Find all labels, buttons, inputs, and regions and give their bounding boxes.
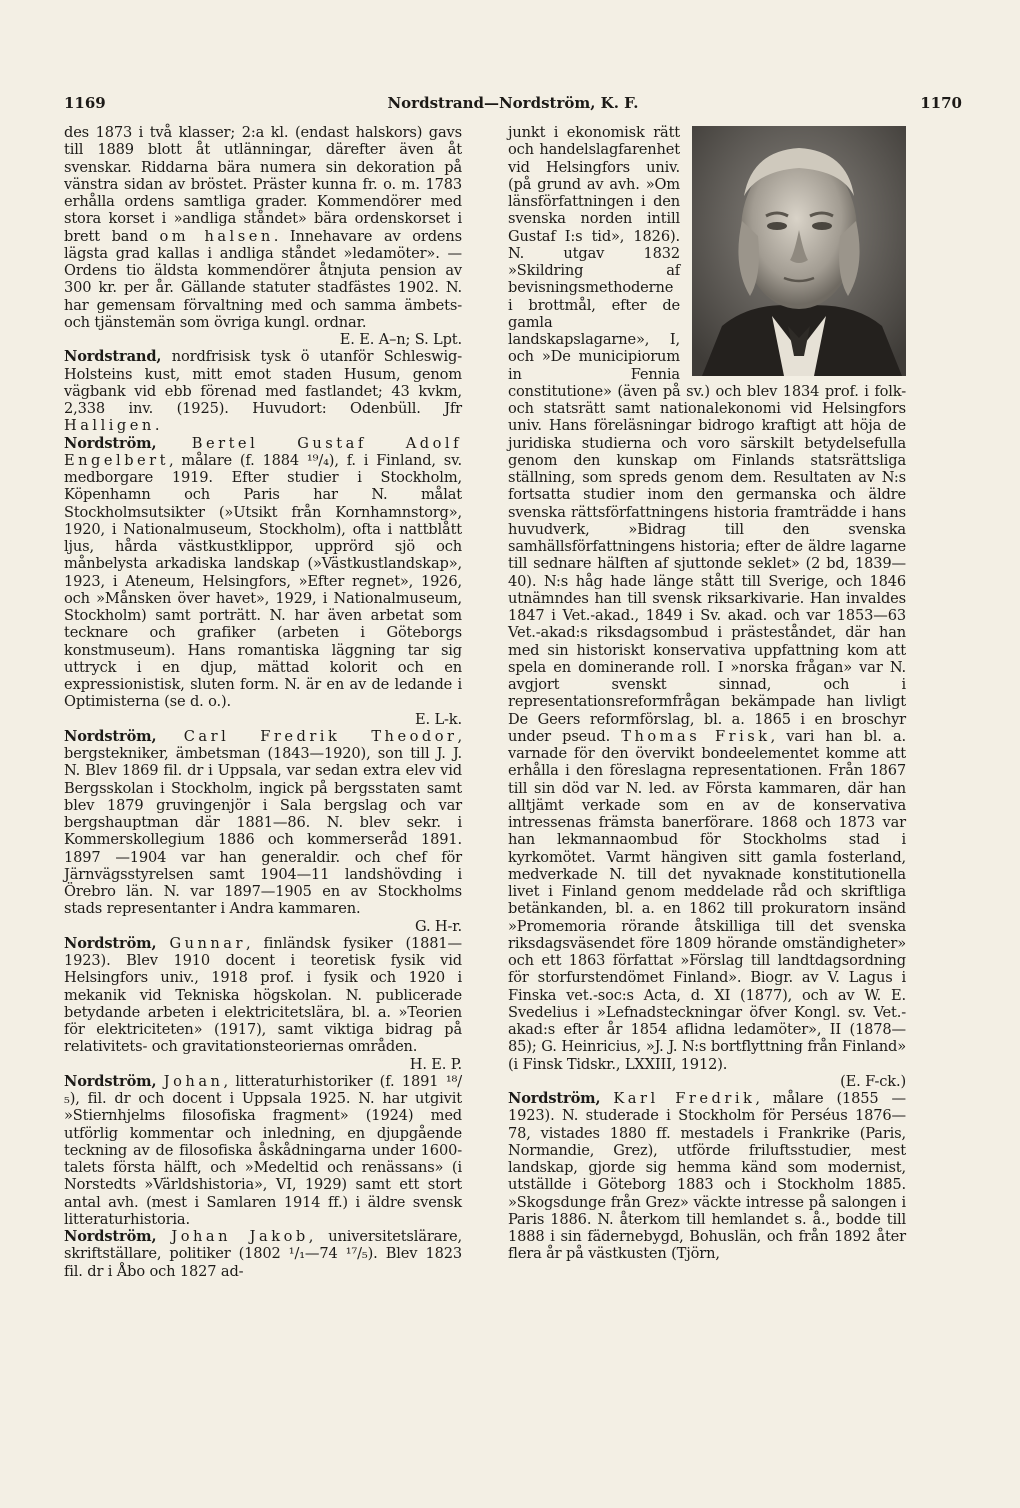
author-signature: E. E. A–n; S. Lpt. (339, 331, 462, 348)
entry-johan-jakob-nordstrom: Nordström, Johan Jakob, universitetslärare, skriftställare, politiker (1802 ¹/₁—74 ¹⁷/₅). Blev 1823 fil. dr i Åbo och 1827 ad- (64, 1228, 462, 1280)
entry-carl-nordstrom: Nordström, Carl Fredrik Theodor, bergstekniker, ämbetsman (1843—1920), son till J. J. N. Blev 1869 fil. dr i Uppsala, var sedan extra elev vid Bergsskolan i Stockholm, ingick på bergsstaten samt blev 1879 gruvingenjör i Sala bergslag och var bergshauptman där 1881—86. N. blev sekr. i Kommerskollegium 1886 och kommerseråd 1891. 1897 —1904 var han generaldir. och chef för Järnvägsstyrelsen samt 1904—11 landshövding i Örebro län. N. var 1897—1905 en av Stockholms stads representanter i Andra kammaren. G. H-r. (64, 727, 462, 935)
author-signature: E. L-k. (415, 710, 462, 728)
page-number-left: 1169 (64, 94, 106, 112)
entry-johan-jakob-continued: junkt i ekonomisk rätt och handelslagfarenhet vid Helsingfors univ. (på grund av avh. »Om länsförfattningen i den svenska norden intill Gustaf I:s tid», 1826). N. utgav 1832 »Skildring af bevisningsmethoderne i brottmål, efter de gamla landskapslagarne», I, och »De municipiorum in Fennia constitutione» (även på sv.) och blev 1834 prof. i folk- och statsrätt samt nationalekonomi vid Helsingfors univ. Hans föreläsningar bidrogo kraftigt att höja de juridiska studierna och voro särskilt betydelsefulla genom den kunskap om Finlands statsrättsliga ställning, som spreds genom dem. Resultaten av N:s fortsatta studier inom den germanska och äldre svenska rättsförfattningens historia framträdde i hans huvudverk, »Bidrag till den svenska samhällsförfattningens historia; efter de äldre lagarne till sednare hälften af sjuttonde seklet» (2 bd, 1839—40). N:s håg hade länge stått till Sverige, och 1846 utnämndes han till svensk riksarkivarie. Han invaldes 1847 i Vet.-akad., 1849 i Sv. akad. och var 1853—63 Vet.-akad:s riksdagsombud i prästeståndet, där han med sin historiskt konservativa uppfattning kom att spela en dominerande roll. I »norska frågan» var N. avgjort svenskt sinnad, och i representationsreformfrågan bekämpade han livligt De Geers reformförslag, bl. a. 1865 i en broschyr under pseud. Thomas Frisk, vari han bl. a. varnade för den övervikt bondeelementet komme att erhålla i den föreslagna representationen. Från 1867 till sin död var N. led. av Första kammaren, där han alltjämt verkade som en av de konservativa intressenas främsta banerförare. 1868 och 1873 var han lekmannaombud för Stockholms stad i kyrkomötet. Varmt hängiven sitt gamla fosterland, medverkade N. till det nyvaknade konstitutionella livet i Finland genom meddelade råd och skriftliga betänkanden, bl. a. en 1862 till prokuratorn insänd »Promemoria rörande åtskilliga till det svenska riksdagsväsendet före 1809 hörande omständigheter» och ett 1863 författat »Förslag till landtdagsordning för storfurstendömet Finland». Biogr. av V. Lagus i Finska vet.-soc:s Acta, d. XI (1877), och av W. E. Svedelius i »Lefnadsteckningar öfver Kongl. sv. Vet.-akad:s efter år 1854 aflidna ledamöter», II (1878—85); G. Heinricius, »J. J. N:s bortflyttning från Finland» (i Finsk Tidskr., LXXIII, 1912). (E. F-ck.) (508, 124, 906, 1090)
right-column (508, 124, 906, 1263)
entry-bertel-nordstrom: Nordström, Bertel Gustaf Adolf Engelbert, målare (f. 1884 ¹⁹/₄), f. i Finland, sv. medborgare 1919. Efter studier i Stockholm, Köpenhamn och Paris har N. målat Stockholmsutsikter (»Utsikt från Kornhamnstorg», 1920, i Nationalmuseum, Stockholm), ofta i nattblått ljus, hårda västkustklippor, upprörd sjö och månbelysta arkadiska landskap (»Västkustlandskap», 1923, i Ateneum, Helsingfors, »Efter regnet», 1926, och »Månsken över havet», 1929, i Nationalmuseum, Stockholm) samt porträtt. N. har även arbetat som tecknare och grafiker (arbeten i Göteborgs konstmuseum). Hans romantiska läggning tar sig uttryck i en djup, mättad kolorit och en expressionistisk, sluten form. N. är en av de ledande i Optimisterna (se d. o.). E. L-k. (64, 434, 462, 728)
page-number-right: 1170 (920, 94, 962, 112)
running-header (64, 94, 962, 118)
entry-johan-nordstrom: Nordström, Johan, litteraturhistoriker (f. 1891 ¹⁸/₅), fil. dr och docent i Uppsala 1925. N. har utgivit »Stiernhjelms filosofiska fragment» (1924) med utförlig kommentar och inledning, en djupgående teckning av de filosofiska åskådningarna under 1600-talets första hälft, och »Medeltid och renässans» (i Norstedts »Världshistoria», VI, 1929) samt ett stort antal avh. (mest i Samlaren 1914 ff.) i äldre svensk litteraturhistoria. (64, 1072, 462, 1228)
left-column (64, 124, 462, 1280)
header-title: Nordstrand—Nordström, K. F. (387, 94, 639, 112)
entry-continuation: des 1873 i två klasser; 2:a kl. (endast halskors) gavs till 1889 blott åt utlänningar, därefter även åt svenskar. Riddarna bära numera sin dekoration på vänstra sidan av bröstet. Präster kunna fr. o. m. 1783 erhålla ordens samtliga grader. Kommendörer med stora korset i »andliga ståndet» bära ordenskorset i brett band om halsen. Innehavare av ordens lägsta grad kallas i andliga ståndet »ledamöter». — Ordens tio äldsta kommendörer åtnjuta pension av 300 kr. per år. Gällande statuter stadfästes 1902. N. har gemensam förvaltning med och samma ämbets- och tjänstemän som övriga kungl. ordnar. E. E. A–n; S. Lpt. (64, 124, 462, 348)
author-signature: (E. F-ck.) (840, 1072, 906, 1090)
entry-gunnar-nordstrom: Nordström, Gunnar, finländsk fysiker (1881—1923). Blev 1910 docent i teoretisk fysik vid Helsingfors univ., 1918 prof. i fysik och 1920 i mekanik vid Tekniska högskolan. N. publicerade betydande arbeten i elektricitetslära, bl. a. »Teorien för elektriciteten» (1917), samt viktiga bidrag på relativitets- och gravitationsteoriernas områden. H. E. P. (64, 934, 462, 1073)
author-signature: H. E. P. (409, 1055, 462, 1073)
portrait-engraving (692, 126, 906, 376)
entry-nordstrand: Nordstrand, nordfrisisk tysk ö utanför Schleswig-Holsteins kust, mitt emot staden Husum, genom vägbank vid ebb förenad med fastlandet; 43 kvkm, 2,338 inv. (1925). Huvudort: Odenbüll. Jfr Halligen. (64, 348, 462, 435)
author-signature: G. H-r. (414, 917, 462, 935)
entry-karl-fredrik-nordstrom: Nordström, Karl Fredrik, målare (1855 —1923). N. studerade i Stockholm för Perséus 1876—78, vistades 1880 ff. mestadels i Frankrike (Paris, Normandie, Grez), utförde friluftsstudier, mest landskap, gjorde sig hemma känd som modernist, utställde i Göteborg 1883 och i Stockholm 1885. »Skogsdunge från Grez» väckte intresse på salongen i Paris 1886. N. återkom till hemlandet s. å., bodde till 1888 i sin fädernebygd, Bohuslän, och från 1892 åter flera år på västkusten (Tjörn, (508, 1090, 906, 1263)
portrait-image (692, 126, 906, 376)
